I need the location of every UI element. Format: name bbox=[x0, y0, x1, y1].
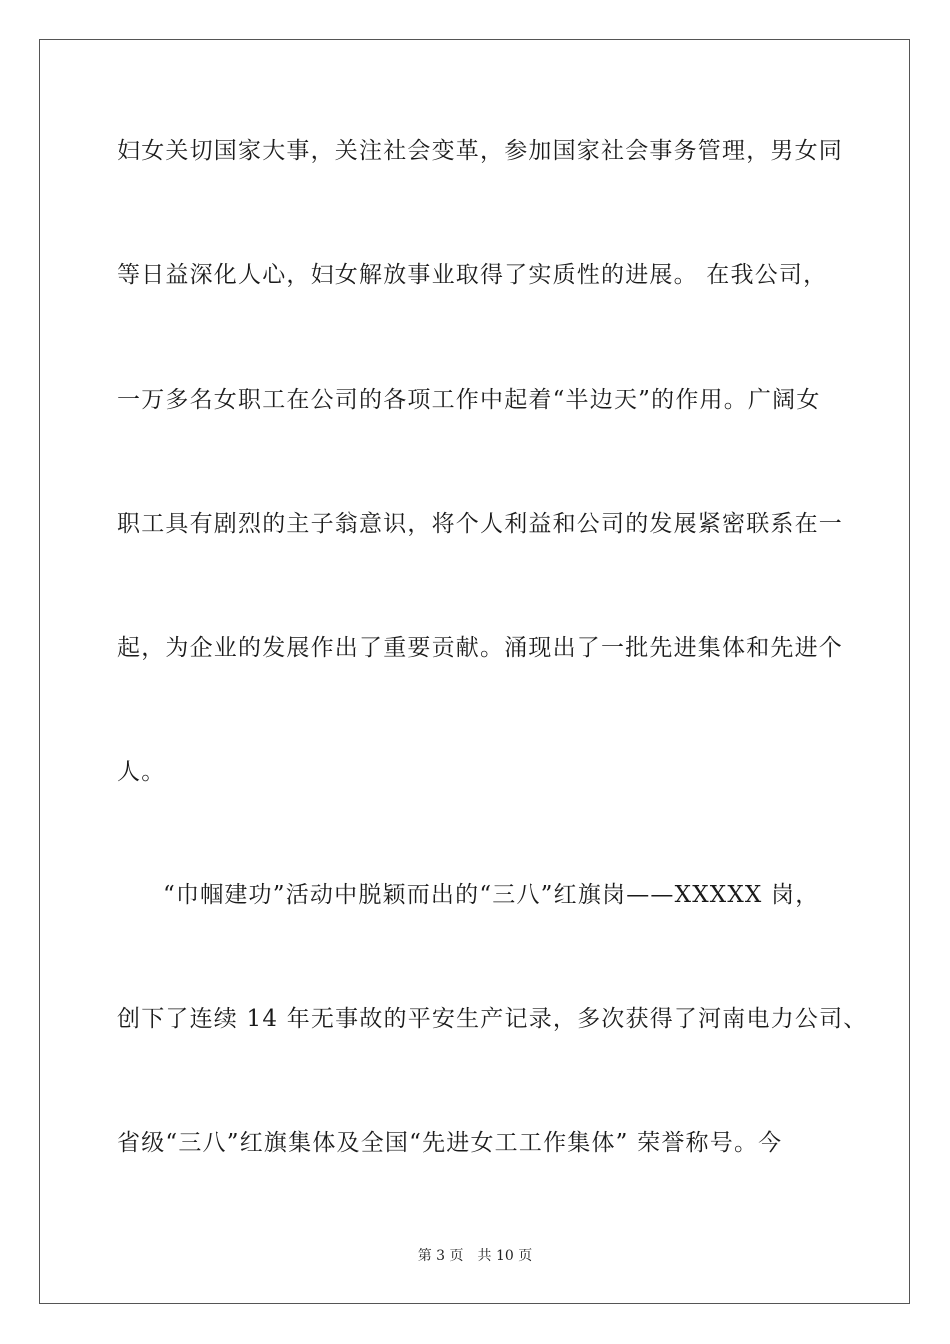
text-line: 一万多名女职工在公司的各项工作中起着“半边天”的作用。广阔女 bbox=[117, 387, 821, 413]
page-number-total: 共 10 页 bbox=[477, 1248, 533, 1264]
page-footer bbox=[0, 1246, 950, 1266]
text-line: 创下了连续 14 年无事故的平安生产记录，多次获得了河南电力公司、 bbox=[117, 1006, 868, 1032]
text-line: “巾帼建功”活动中脱颖而出的“三八”红旗岗——XXXXX 岗， bbox=[163, 882, 820, 908]
text-line: 起，为企业的发展作出了重要贡献。涌现出了一批先进集体和先进个 bbox=[117, 635, 843, 661]
page-frame bbox=[39, 39, 910, 1304]
text-line: 省级“三八”红旗集体及全国“先进女工工作集体” 荣誉称号。今 bbox=[117, 1130, 783, 1156]
text-line: 妇女关切国家大事，关注社会变革，参加国家社会事务管理，男女同 bbox=[117, 138, 843, 164]
text-line: 等日益深化人心，妇女解放事业取得了实质性的进展。 在我公司， bbox=[117, 262, 828, 288]
page-number-current: 第 3 页 bbox=[417, 1248, 464, 1264]
text-line: 人。 bbox=[117, 759, 166, 785]
text-line: 职工具有剧烈的主子翁意识，将个人利益和公司的发展紧密联系在一 bbox=[117, 511, 843, 537]
